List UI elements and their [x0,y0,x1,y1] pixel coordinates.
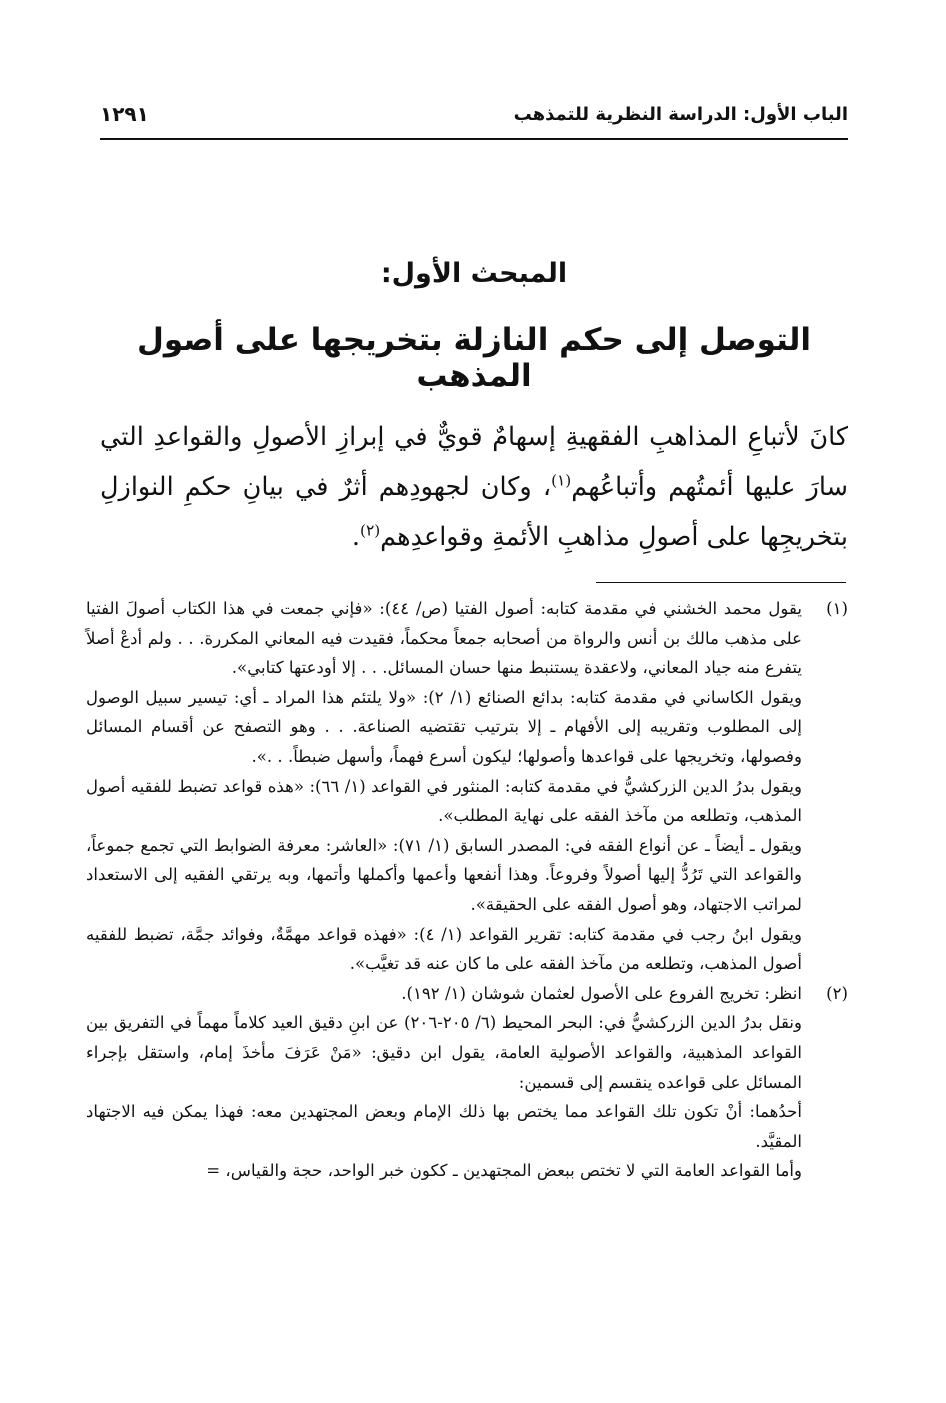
body-paragraph [100,412,848,562]
footnotes [86,594,848,1186]
footnote-paragraph: ويقول الكاساني في مقدمة كتابه: بدائع الصنائع (١/ ٢): «ولا يلتئم هذا المراد ـ أي: تيسير سبيل الوصول إلى المطلوب وتقريبه إلى الأفهام ـ إلا بترتيب تقتضيه الصناعة. . . وهو التصفح عن أقسام المسائل وفصولها، وتخريجها على قواعدها وأصولها؛ ليكون أسرع فهماً، وأسهل ضبطاً. . .». [86,687,802,766]
body-text-part-2: ، وكان لجهودِهم أثرٌ في بيانِ حكمِ النوازلِ بتخريجِها على أصولِ مذاهبِ الأئمةِ وقواعدِهم [100,472,848,552]
footnote-separator [596,582,846,583]
footnote-paragraph: ويقول ابنُ رجب في مقدمة كتابه: تقرير القواعد (١/ ٤): «فهذه قواعد مهمَّةٌ، وفوائد جمَّة، تضبط للفقيه أصول المذهب، وتطلعه من مآخذ الفقه على ما كان عنه قد تغيَّب». [86,924,802,974]
footnote-2 [86,979,848,1186]
footnote-ref-2: (٢) [360,521,381,540]
section-title: التوصل إلى حكم النازلة بتخريجها على أصول المذهب [136,322,811,394]
footnote-paragraph: انظر: تخريج الفروع على الأصول لعثمان شوشان (١/ ١٩٢). [401,983,802,1003]
footnote-1 [86,594,848,979]
footnote-paragraph: ويقول ـ أيضاً ـ عن أنواع الفقه في: المصدر السابق (١/ ٧١): «العاشر: معرفة الضوابط التي تجمع جموعاً، والقواعد التي تَرُدُّ إليها أصولاً وفروعاً. وهذا أنفعها وأعمها وأكملها وأتمها، وبه يرتقي الفقيه إلى الاستعداد لمراتب الاجتهاد، وهو أصول الفقه على الحقيقة». [86,835,802,914]
footnote-paragraph: ويقول بدرُ الدين الزركشيُّ في مقدمة كتابه: المنثور في القواعد (١/ ٦٦): «هذه قواعد تضبط للفقيه أصول المذهب، وتطلعه من مآخذ الفقه على نهاية المطلب». [86,776,802,826]
footnote-ref-1: (١) [551,471,572,490]
footnote-marker: (٢) [826,983,848,1003]
footnote-paragraph: وأما القواعد العامة التي لا تختص ببعض المجتهدين ـ ككون خبر الواحد، حجة والقياس، = [206,1161,802,1181]
footnote-marker: (١) [826,599,848,618]
section-label: المبحث الأول: [380,258,568,289]
footnote-paragraph: أحدُهما: أنْ تكون تلك القواعد مما يختص بها ذلك الإمام وبعض المجتهدين معه: فهذا يمكن فيه الاجتهاد المقيَّد. [86,1102,802,1151]
running-header [100,98,848,140]
footnote-paragraph: ونقل بدرُ الدين الزركشيُّ في: البحر المحيط (٦/ ٢٠٥-٢٠٦) عن ابنِ دقيق العيد كلاماً مهماً في التفريق بين القواعد المذهبية، والقواعد الأصولية العامة، يقول ابن دقيق: «مَنْ عَرَفَ مأخذَ إمام، واستقل بإجراء المسائل على قواعده ينقسم إلى قسمين: [86,1013,802,1092]
running-title: الباب الأول: الدراسة النظرية للتمذهب [513,104,848,125]
footnote-paragraph: يقول محمد الخشني في مقدمة كتابه: أصول الفتيا (ص/ ٤٤): «فإني جمعت في هذا الكتاب أصولَ الفتيا على مذهب مالك بن أنس والرواة من أصحابه جمعاً محكماً، فقيدت فيه المعاني المكررة. . . ولم أدعْ أصلاً يتفرع منه جياد المعاني، ولاعقدة يستنبط منها حسان المسائل. . . إلا أودعتها كتابي». [86,599,802,678]
body-text-part-1: كانَ لأتباعِ المذاهبِ الفقهيةِ إسهامٌ قويٌّ في إبرازِ الأصولِ والقواعدِ التي سارَ عليها أئمتُهم وأتباعُهم [100,422,848,502]
page-number: ١٢٩١ [100,102,149,126]
body-text-part-3: . [351,522,361,552]
